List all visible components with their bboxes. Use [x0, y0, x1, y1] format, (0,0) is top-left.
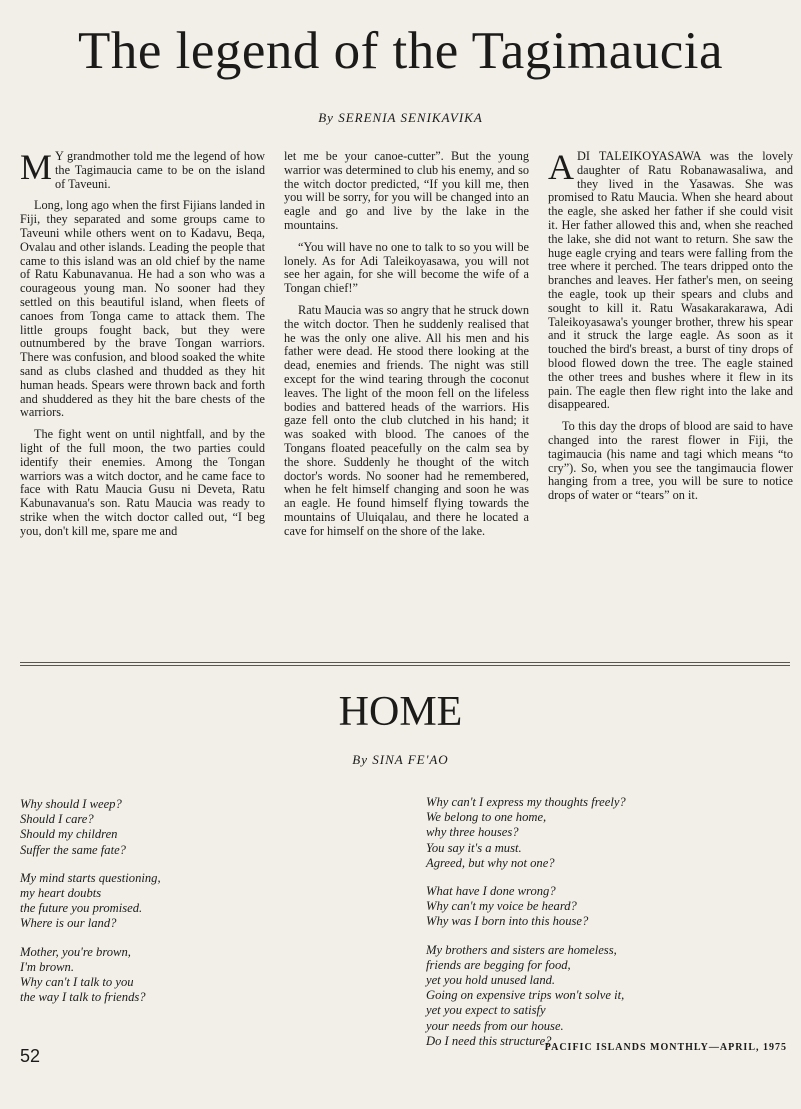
poem-stanza	[426, 884, 626, 930]
poem-line: Should my children	[20, 827, 118, 842]
article-paragraph	[20, 147, 265, 191]
article-column-3	[548, 147, 793, 511]
paragraph-text: Ratu Maucia was so angry that he struck down the witch doctor. Then he suddenly realised that he was the only one alive. All his men and his father were dead. He stood there looking at the dead, enemies and friends. The night was still except for the wind tearing through the coconut leaves. The light of the moon fell on the lifeless bodies and battered heads of the warriors. His gaze fell onto the club clutched in his hand; it was soaked with blood. The canoes of the Tongans floated peacefully on the calm sea by the shore. Suddenly he thought of the witch doctor's words. No sooner had he remembered, when he felt himself changing and soon he was an eagle. He found himself flying towards the mountains of Uluiqalau, and there he located a cave for himself on the shore of the lake.	[284, 302, 529, 538]
article-paragraph	[20, 199, 265, 420]
poem-right-column	[426, 795, 626, 1062]
poem-title: HOME	[338, 689, 463, 735]
poem-line: the future you promised.	[20, 901, 143, 916]
paragraph-text: To this day the drops of blood are said to have changed into the rarest flower in Fiji, the tagimaucia (his name and tagi which means “to cry”). So, when you see the tangimaucia flower hanging from a tree, you will be sure to notice drops of water or “tears” on it.	[548, 419, 793, 503]
poem-line: Why can't my voice be heard?	[426, 899, 577, 914]
poem-line: yet you expect to satisfy	[426, 1003, 546, 1018]
poem-line: Mother, you're brown,	[20, 944, 131, 959]
article-paragraph	[284, 241, 529, 296]
article-paragraph	[548, 147, 793, 412]
poem-line: Do I need this structure?	[426, 1033, 552, 1048]
poem-line: What have I done wrong?	[426, 884, 556, 899]
poem-stanza	[426, 943, 626, 1049]
paragraph-text: Long, long ago when the first Fijians landed in Fiji, they separated and some groups came to Taveuni while others went on to Kadavu, Beqa, Ovalau and other islands. Leading the people that came to this island was an old chief by the name of Ratu Kabunavanua. He had a son who was a courageous young man. No sooner had they settled on this beautiful island, when fleets of canoes from Tonga came to attack them. The little groups fought back, but they were outnumbered by the brave Tongan warriors. There was confusion, and blood soaked the white sand as clubs clashed and thudded as they hit human heads. Spears were thrown back and forth and shuddered as they hit the bare chests of the warriors.	[20, 198, 265, 420]
poem-line: yet you hold unused land.	[426, 973, 556, 988]
article-paragraph	[20, 428, 265, 538]
poem-line: Why can't I express my thoughts freely?	[426, 795, 626, 809]
poem-line: Going on expensive trips won't solve it,	[426, 988, 625, 1003]
poem-line: We belong to one home,	[426, 810, 547, 825]
poem-line: my heart doubts	[20, 886, 102, 901]
poem-stanza	[20, 871, 161, 932]
article-paragraph	[548, 420, 793, 503]
poem-line: You say it's a must.	[426, 840, 522, 855]
poem-left-column	[20, 797, 161, 1018]
article-title: The legend of the Tagimaucia	[77, 22, 724, 80]
paragraph-text: let me be your canoe-cutter”. But the young warrior was determined to club his enemy, and so the witch doctor predicted, “If you kill me, then you will be sorry, for you will be changed into an eagle and go and live by the lake in the mountains.	[284, 149, 529, 232]
paragraph-text: DI TALEIKOYASAWA was the lovely daughter of Ratu Robanawasaliwa, and they lived in the Yasawas. She was promised to Ratu Maucia. When she heard about the eagle, she asked her father if she could visit it. Her father allowed this and, when she reached the lake, she did not want to return. She saw the huge eagle crying and tears were falling from the tree where it perched. The tears dripped onto the branches and leaves. Her father's men, on seeing the eagle, took up their spears and clubs and sought to kill it. Ratu Wasakarakarawa, Adi Taleikoyasawa's younger brother, threw his spear and it struck the large eagle. As soon as it touched the bird's breast, a burst of tiny drops of blood flowed down the tree. The eagle stained the other trees and bushes where it flew in its pain. The eagle then flew right into the lake and disappeared.	[548, 149, 793, 412]
paragraph-text: The fight went on until nightfall, and by the light of the full moon, the two parties could identify their enemies. Among the Tongan warriors was a witch doctor, and he came face to face with Ratu Maucia Gusu ni Deveta, Ratu Kabunavanua's son. Ratu Maucia was ready to strike when the witch doctor called out, “I beg you, don't kill me, spare me and	[20, 427, 265, 538]
poem-line: Should I care?	[20, 812, 94, 827]
drop-cap: A	[548, 147, 574, 187]
section-divider-secondary	[20, 665, 790, 666]
paragraph-text: “You will have no one to talk to so you will be lonely. As for Adi Taleikoyasawa, you will not see her again, for she will become the wife of a Tongan chief!”	[284, 239, 529, 296]
poem-line: Agreed, but why not one?	[426, 855, 555, 870]
poem-line: My brothers and sisters are homeless,	[426, 942, 617, 957]
article-paragraph	[284, 304, 529, 539]
poem-line: why three houses?	[426, 825, 519, 840]
poem-line: Suffer the same fate?	[20, 842, 126, 857]
poem-line: My mind starts questioning,	[20, 870, 161, 885]
poem-stanza	[20, 945, 161, 1006]
poem-line: Why should I weep?	[20, 797, 122, 811]
poem-line: friends are begging for food,	[426, 957, 571, 972]
poem-line: your needs from our house.	[426, 1018, 564, 1033]
poem-byline: By SINA FE'AO	[352, 752, 449, 767]
poem-line: I'm brown.	[20, 959, 75, 974]
section-divider	[20, 662, 790, 663]
article-column-2	[284, 150, 529, 547]
poem-line: Why was I born into this house?	[426, 914, 589, 929]
poem-stanza	[426, 795, 626, 871]
poem-line: Where is our land?	[20, 916, 117, 931]
poem-line: the way I talk to friends?	[20, 990, 146, 1005]
poem-stanza	[20, 797, 161, 858]
article-column-1	[20, 147, 265, 547]
article-byline: By SERENIA SENIKAVIKA	[318, 110, 483, 125]
publication-footer: PACIFIC ISLANDS MONTHLY—APRIL, 1975	[544, 1042, 787, 1053]
poem-line: Why can't I talk to you	[20, 975, 134, 990]
paragraph-text: Y grandmother told me the legend of how the Tagimaucia came to be on the island of Taveuni.	[55, 149, 265, 191]
article-paragraph	[284, 150, 529, 233]
page-number: 52	[20, 1046, 41, 1066]
drop-cap: M	[20, 147, 53, 187]
